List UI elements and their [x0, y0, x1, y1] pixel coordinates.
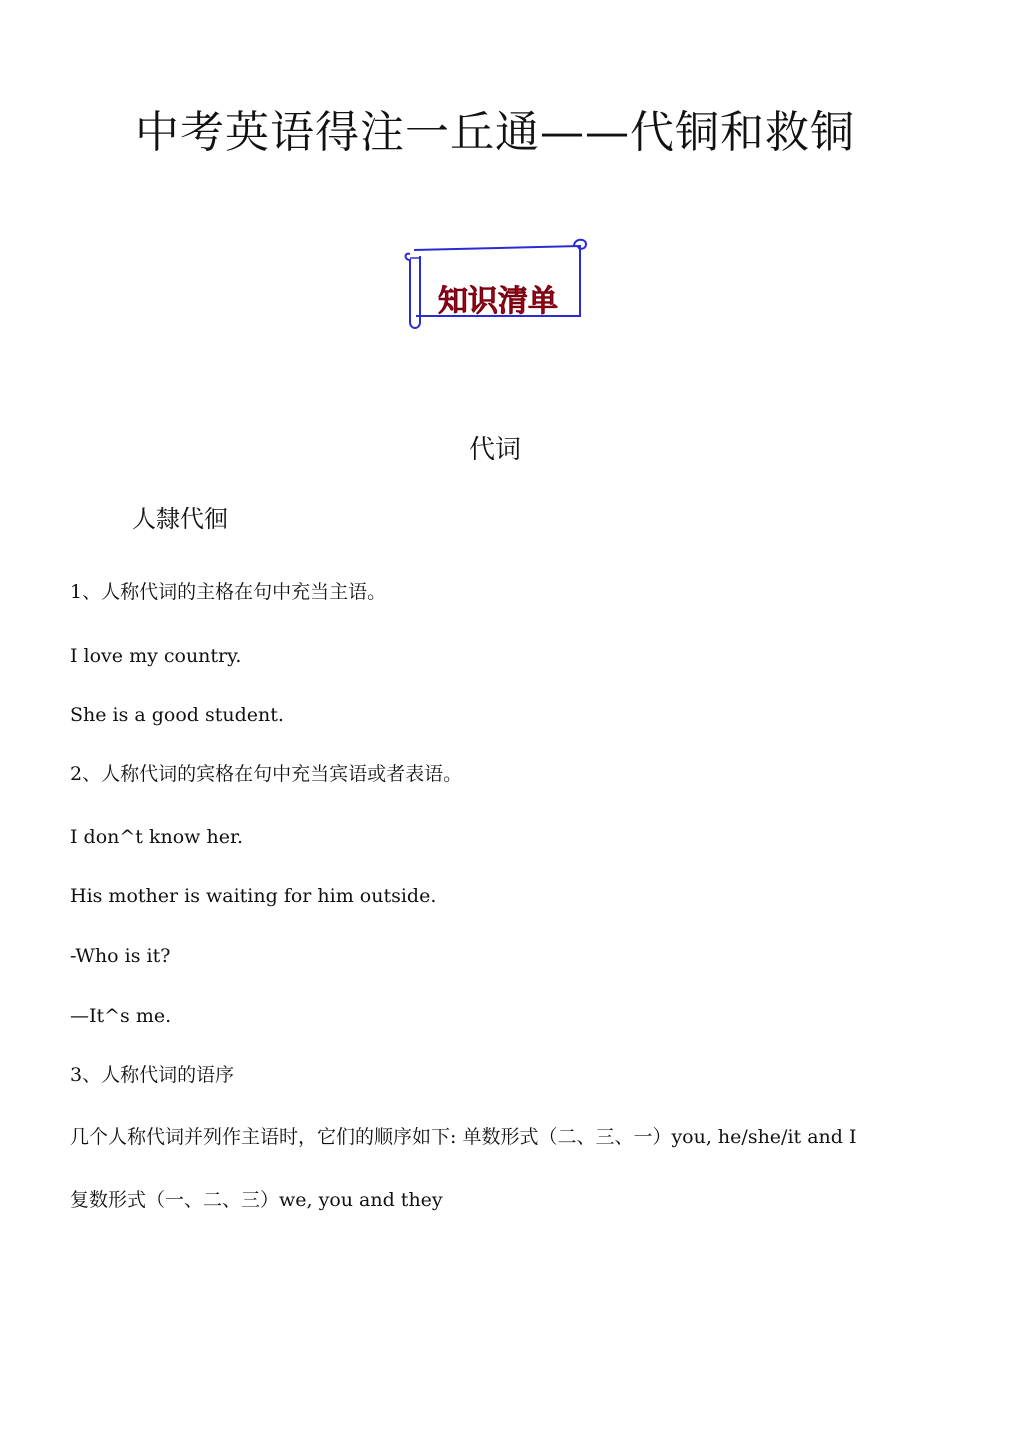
- example-sentence: She is a good student.: [70, 704, 284, 726]
- section-heading: 代词: [468, 435, 521, 465]
- example-sentence: I love my country.: [70, 645, 242, 667]
- dialogue-line: -Who is it?: [70, 945, 171, 967]
- dialogue-line: —It^s me.: [70, 1005, 172, 1027]
- document-title: 中考英语得注一丘通——代铜和救铜: [135, 107, 855, 158]
- rule-1: 1、人称代词的主格在句中充当主语。: [70, 581, 387, 603]
- rule-2: 2、人称代词的宾格在句中充当宾语或者表语。: [70, 763, 463, 785]
- order-rule-singular: 几个人称代词并列作主语时，它们的顺序如下: 单数形式（二、三、一）you, he/she/it and I: [70, 1126, 857, 1148]
- scroll-banner-icon: [398, 236, 590, 332]
- knowledge-list-banner: [398, 236, 590, 332]
- example-sentence: I don^t know her.: [70, 826, 243, 848]
- banner-label: 知识清单: [438, 284, 558, 319]
- example-sentence: His mother is waiting for him outside.: [70, 885, 437, 907]
- rule-3: 3、人称代词的语序: [70, 1064, 235, 1086]
- sub-heading: 人隸代徊: [132, 505, 228, 533]
- order-rule-plural: 复数形式（一、二、三）we, you and they: [70, 1189, 443, 1211]
